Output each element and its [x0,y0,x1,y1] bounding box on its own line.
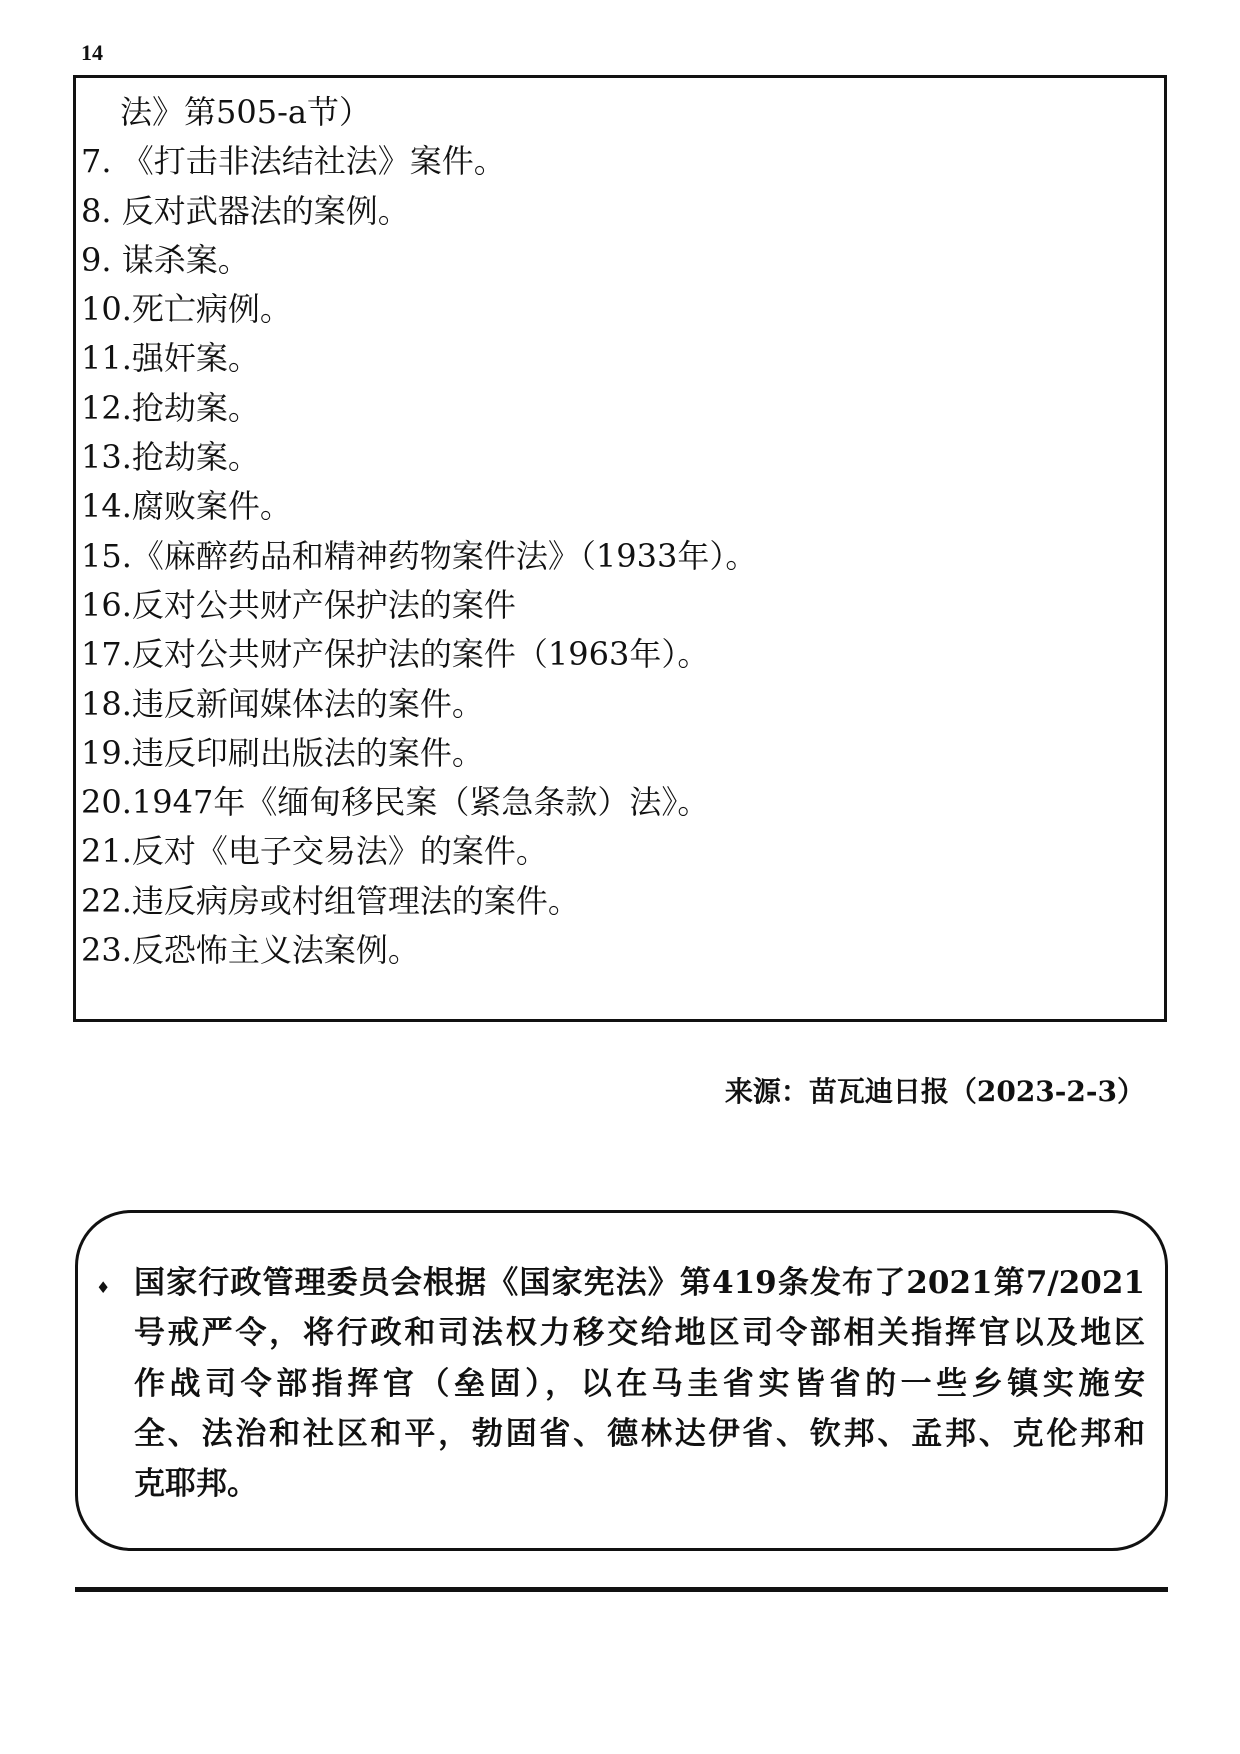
notice-paragraph [134,1258,1145,1509]
list-item: 12.抢劫案。 [81,388,260,427]
notice-line: 克耶邦。 [134,1466,258,1503]
list-item: 10.死亡病例。 [81,290,292,329]
notice-line: 国家行政管理委员会根据《国家宪法》第419条发布了2021第7/2021 [134,1265,1145,1301]
list-item: 11.强奸案。 [81,339,260,378]
list-item: 16.反对公共财产保护法的案件 [81,585,516,624]
bottom-divider [75,1587,1168,1592]
list-item: 14.腐败案件。 [81,487,292,526]
list-item: 7. 《打击非法结社法》案件。 [81,142,506,181]
list-item: 8. 反对武器法的案例。 [81,191,410,230]
notice-line: 号戒严令，将行政和司法权力移交给地区司令部相关指挥官以及地区 [134,1315,1145,1352]
list-item: 20.1947年《缅甸移民案（紧急条款）法》。 [81,783,710,822]
list-item: 19.违反印刷出版法的案件。 [81,733,484,772]
list-item: 21.反对《电子交易法》的案件。 [81,832,548,871]
case-list-box [73,75,1167,1022]
list-item: 23.反恐怖主义法案例。 [81,931,420,970]
notice-line: 作战司令部指挥官（垒固），以在马圭省实皆省的一些乡镇实施安 [134,1365,1145,1402]
list-item: 9. 谋杀案。 [81,240,250,279]
notice-line: 全、法治和社区和平，勃固省、德林达伊省、钦邦、孟邦、克伦邦和 [134,1415,1145,1452]
diamond-bullet-icon: ♦ [96,1278,111,1297]
source-citation: 来源：苗瓦迪日报（2023-2-3） [724,1075,1145,1108]
list-item: 17.反对公共财产保护法的案件（1963年）。 [81,635,710,674]
page-number: 14 [81,40,103,65]
list-item: 18.违反新闻媒体法的案件。 [81,684,484,723]
list-item: 13.抢劫案。 [81,438,260,477]
list-item: 15.《麻醉药品和精神药物案件法》（1933年）。 [81,536,758,575]
list-item: 22.违反病房或村组管理法的案件。 [81,881,580,920]
case-list [76,78,1164,975]
list-continuation-line: 法》第505-a节） [120,93,371,131]
